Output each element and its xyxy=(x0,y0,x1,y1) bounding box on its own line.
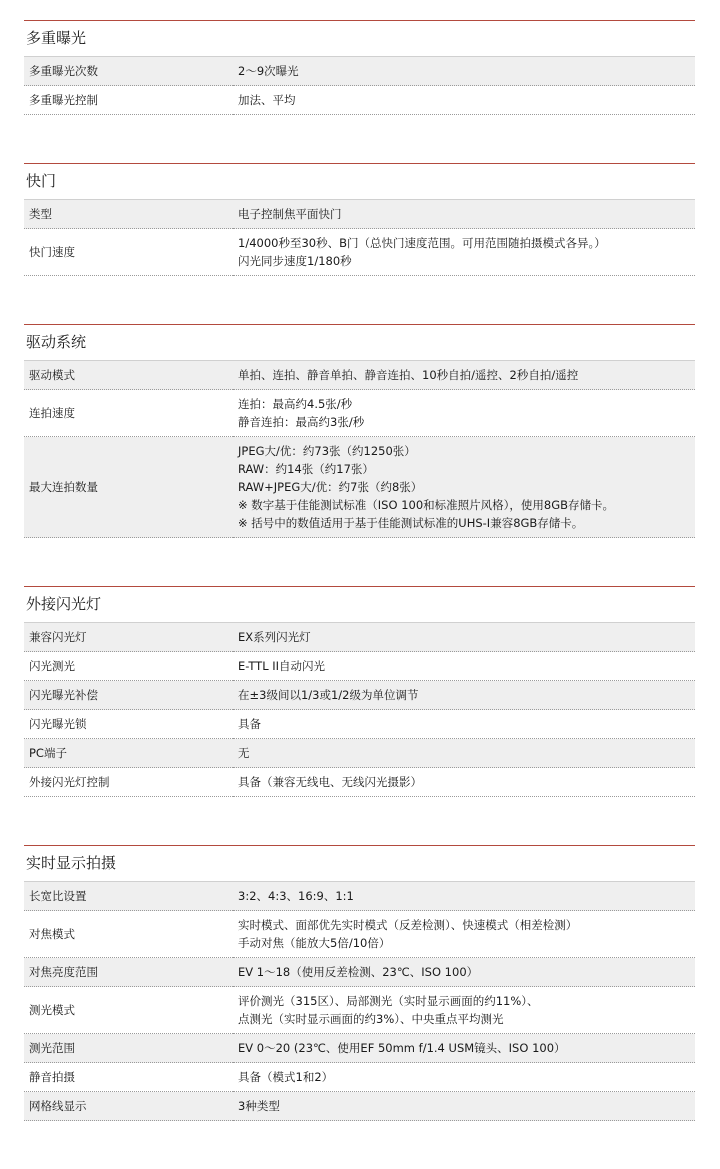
spec-row xyxy=(24,1034,695,1063)
spec-value xyxy=(233,987,695,1034)
spec-value-line: 手动对焦（能放大5倍/10倍） xyxy=(238,936,391,950)
spec-value-line: 具备 xyxy=(238,717,261,731)
spec-label: 外接闪光灯控制 xyxy=(24,768,233,797)
section-title: 驱动系统 xyxy=(24,324,695,361)
spec-value xyxy=(233,200,695,229)
section-title: 多重曝光 xyxy=(24,20,695,57)
spec-value-line: 点测光（实时显示画面的约3%）、中央重点平均测光 xyxy=(238,1012,504,1026)
spec-label: 驱动模式 xyxy=(24,361,233,390)
spec-table xyxy=(24,361,695,538)
spec-value xyxy=(233,1092,695,1121)
spec-row xyxy=(24,652,695,681)
spec-label: 对焦亮度范围 xyxy=(24,958,233,987)
spec-label: 多重曝光次数 xyxy=(24,57,233,86)
spec-value xyxy=(233,437,695,538)
spec-table xyxy=(24,623,695,797)
spec-row xyxy=(24,987,695,1034)
spec-label: 长宽比设置 xyxy=(24,882,233,911)
spec-value xyxy=(233,1034,695,1063)
spec-value xyxy=(233,1063,695,1092)
spec-value xyxy=(233,768,695,797)
spec-value-line: 无 xyxy=(238,746,250,760)
spec-value-line: 闪光同步速度1/180秒 xyxy=(238,254,352,268)
spec-row xyxy=(24,623,695,652)
spec-value-line: RAW：约14张（约17张） xyxy=(238,462,374,476)
spec-value-line: 3种类型 xyxy=(238,1099,280,1113)
spec-value xyxy=(233,623,695,652)
spec-value-line: 具备（模式1和2） xyxy=(238,1070,334,1084)
spec-row xyxy=(24,911,695,958)
spec-value-line: 连拍：最高约4.5张/秒 xyxy=(238,397,353,411)
spec-value-line: RAW+JPEG大/优：约7张（约8张） xyxy=(238,480,423,494)
spec-value-line: 加法、平均 xyxy=(238,93,296,107)
spec-row xyxy=(24,390,695,437)
spec-row xyxy=(24,1063,695,1092)
spec-value xyxy=(233,739,695,768)
spec-value-line: JPEG大/优：约73张（约1250张） xyxy=(238,444,416,458)
spec-value xyxy=(233,390,695,437)
spec-row xyxy=(24,710,695,739)
spec-value-line: 静音连拍：最高约3张/秒 xyxy=(238,415,365,429)
spec-value xyxy=(233,229,695,276)
spec-label: 兼容闪光灯 xyxy=(24,623,233,652)
spec-label: 测光范围 xyxy=(24,1034,233,1063)
spec-label: PC端子 xyxy=(24,739,233,768)
spec-value-line: ※ 数字基于佳能测试标准（ISO 100和标准照片风格），使用8GB存储卡。 xyxy=(238,498,615,512)
section-title: 实时显示拍摄 xyxy=(24,845,695,882)
spec-label: 测光模式 xyxy=(24,987,233,1034)
spec-label: 对焦模式 xyxy=(24,911,233,958)
spec-value-line: 实时模式、面部优先实时模式（反差检测）、快速模式（相差检测） xyxy=(238,918,578,932)
spec-value-line: EV 0～20 (23℃、使用EF 50mm f/1.4 USM镜头、ISO 100） xyxy=(238,1041,566,1055)
spec-value-line: 电子控制焦平面快门 xyxy=(238,207,342,221)
spec-label: 闪光测光 xyxy=(24,652,233,681)
spec-value xyxy=(233,57,695,86)
spec-value xyxy=(233,86,695,115)
spec-value-line: ※ 括号中的数值适用于基于佳能测试标准的UHS-I兼容8GB存储卡。 xyxy=(238,516,584,530)
spec-row xyxy=(24,437,695,538)
spec-row xyxy=(24,200,695,229)
spec-value-line: 2～9次曝光 xyxy=(238,64,299,78)
spec-value xyxy=(233,911,695,958)
spec-table xyxy=(24,882,695,1121)
spec-value-line: E-TTL II自动闪光 xyxy=(238,659,326,673)
spec-label: 闪光曝光锁 xyxy=(24,710,233,739)
spec-value xyxy=(233,958,695,987)
spec-table xyxy=(24,200,695,276)
section-title: 外接闪光灯 xyxy=(24,586,695,623)
section-title: 快门 xyxy=(24,163,695,200)
spec-page xyxy=(24,20,695,1169)
spec-value-line: 1/4000秒至30秒、B门（总快门速度范围。可用范围随拍摄模式各异。） xyxy=(238,236,606,250)
spec-label: 多重曝光控制 xyxy=(24,86,233,115)
spec-value-line: 在±3级间以1/3或1/2级为单位调节 xyxy=(238,688,419,702)
spec-row xyxy=(24,768,695,797)
spec-row xyxy=(24,57,695,86)
spec-row xyxy=(24,958,695,987)
spec-label: 类型 xyxy=(24,200,233,229)
spec-label: 网格线显示 xyxy=(24,1092,233,1121)
spec-section xyxy=(24,20,695,115)
spec-section xyxy=(24,845,695,1121)
spec-label: 最大连拍数量 xyxy=(24,437,233,538)
spec-section xyxy=(24,586,695,797)
spec-row xyxy=(24,1092,695,1121)
spec-row xyxy=(24,739,695,768)
spec-label: 闪光曝光补偿 xyxy=(24,681,233,710)
spec-row xyxy=(24,681,695,710)
spec-row xyxy=(24,882,695,911)
spec-value-line: 评价测光（315区）、局部测光（实时显示画面的约11%）、 xyxy=(238,994,539,1008)
spec-section xyxy=(24,324,695,538)
spec-value-line: 具备（兼容无线电、无线闪光摄影） xyxy=(238,775,422,789)
spec-value-line: EV 1～18（使用反差检测、23℃、ISO 100） xyxy=(238,965,479,979)
spec-row xyxy=(24,229,695,276)
spec-value xyxy=(233,882,695,911)
spec-value xyxy=(233,710,695,739)
spec-value xyxy=(233,361,695,390)
spec-value xyxy=(233,652,695,681)
spec-label: 静音拍摄 xyxy=(24,1063,233,1092)
spec-label: 快门速度 xyxy=(24,229,233,276)
spec-label: 连拍速度 xyxy=(24,390,233,437)
spec-value-line: 3:2、4:3、16:9、1:1 xyxy=(238,889,354,903)
spec-section xyxy=(24,163,695,276)
spec-table xyxy=(24,57,695,115)
spec-value xyxy=(233,681,695,710)
spec-row xyxy=(24,86,695,115)
spec-row xyxy=(24,361,695,390)
spec-value-line: EX系列闪光灯 xyxy=(238,630,311,644)
spec-value-line: 单拍、连拍、静音单拍、静音连拍、10秒自拍/遥控、2秒自拍/遥控 xyxy=(238,368,579,382)
